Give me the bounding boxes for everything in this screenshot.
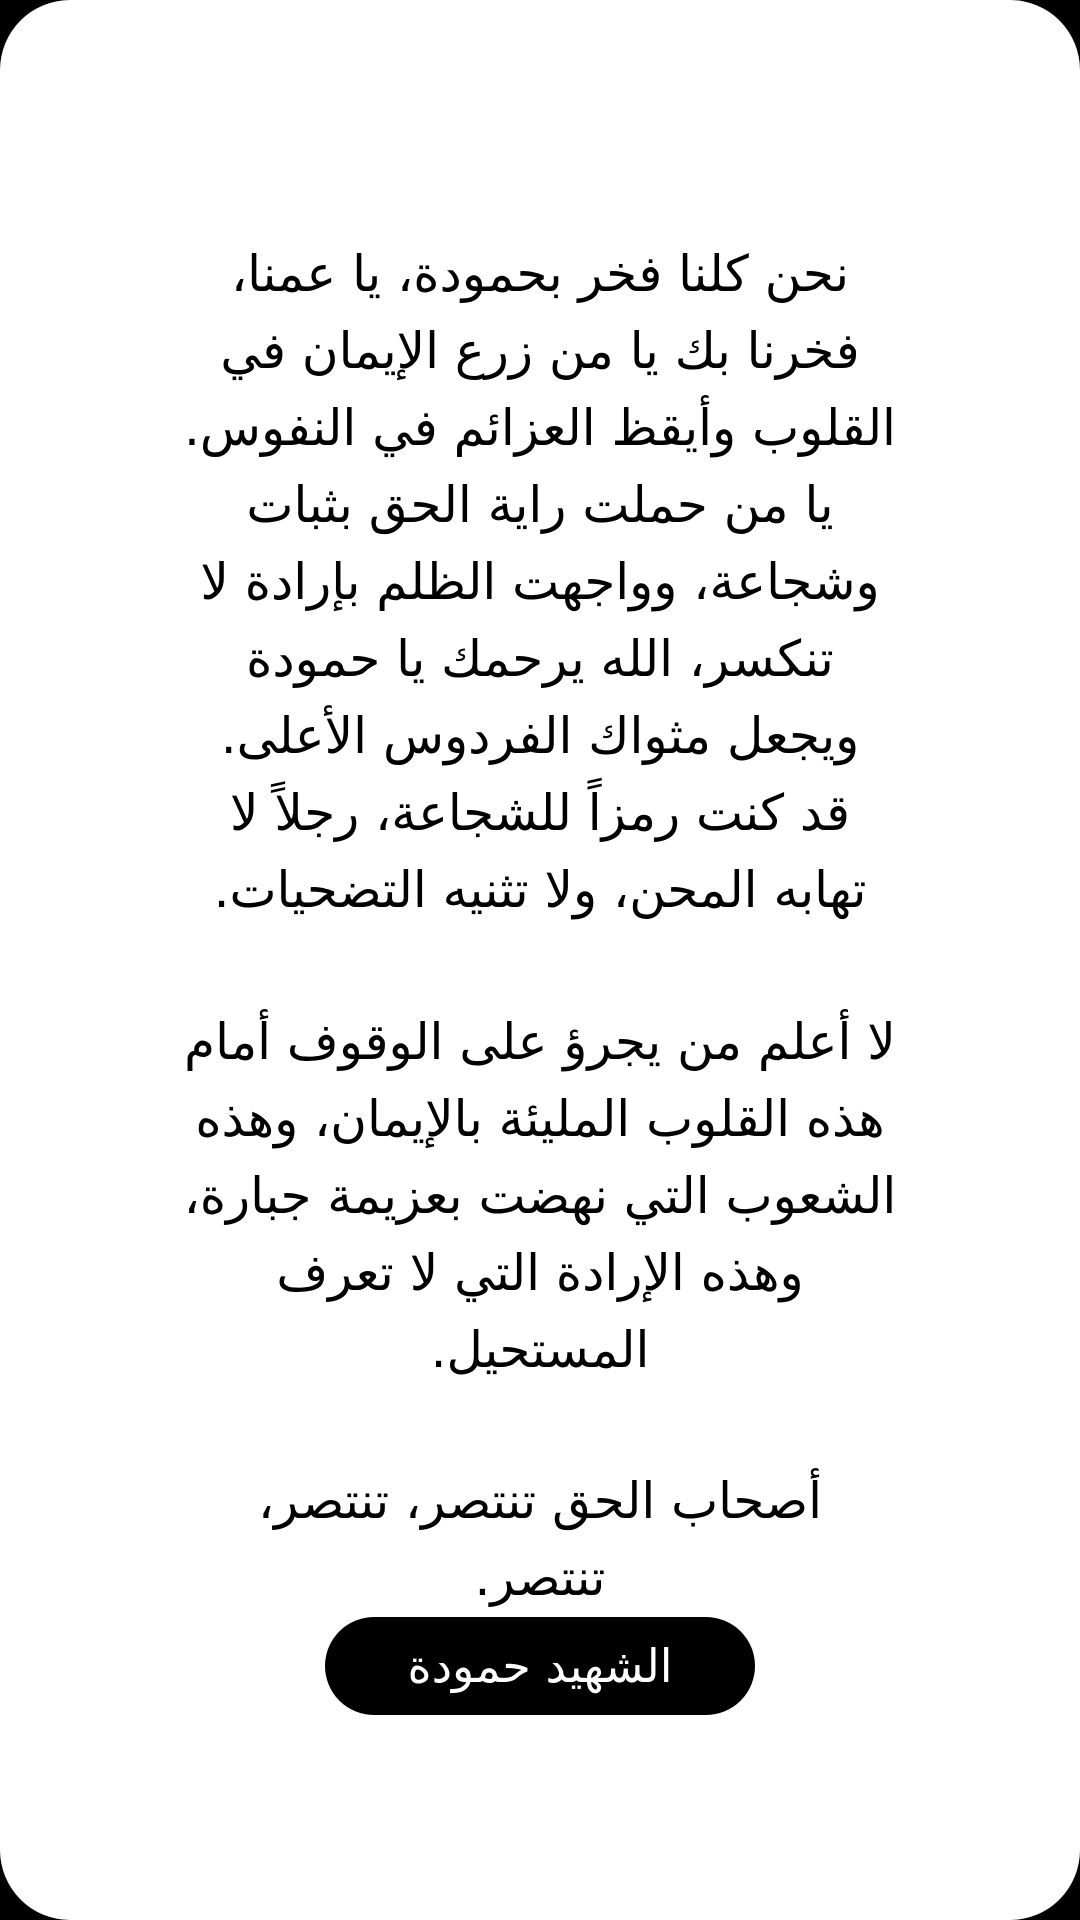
text-line: ويجعل مثواك الفردوس الأعلى. xyxy=(220,707,860,765)
text-line: وهذه الإرادة التي لا تعرف xyxy=(276,1244,804,1302)
text-line: المستحيل. xyxy=(430,1321,650,1379)
story-paragraph-1 xyxy=(90,236,990,929)
text-line: وشجاعة، وواجهت الظلم بإرادة لا xyxy=(200,553,880,611)
text-line: يا من حملت راية الحق بثبات xyxy=(246,476,834,534)
text-line: تهابه المحن، ولا تثنيه التضحيات. xyxy=(213,861,867,919)
text-line: لا أعلم من يجرؤ على الوقوف أمام xyxy=(184,1013,896,1071)
text-line: هذه القلوب المليئة بالإيمان، وهذه xyxy=(195,1090,885,1148)
text-line: الشعوب التي نهضت بعزيمة جبارة، xyxy=(183,1167,897,1225)
text-line: أصحاب الحق تنتصر، تنتصر، xyxy=(257,1472,823,1530)
text-line: القلوب وأيقظ العزائم في النفوس. xyxy=(184,399,896,457)
text-line: فخرنا بك يا من زرع الإيمان في xyxy=(220,322,860,380)
text-line: قد كنت رمزاً للشجاعة، رجلاً لا xyxy=(229,784,851,842)
signature-pill: الشهيد حمودة xyxy=(325,1617,755,1715)
story-paragraph-2 xyxy=(90,1004,990,1389)
text-line: تنتصر. xyxy=(474,1549,606,1607)
story-paragraph-3 xyxy=(90,1463,990,1617)
text-line: نحن كلنا فخر بحمودة، يا عمنا، xyxy=(230,245,850,303)
text-line: تنكسر، الله يرحمك يا حمودة xyxy=(246,630,834,688)
